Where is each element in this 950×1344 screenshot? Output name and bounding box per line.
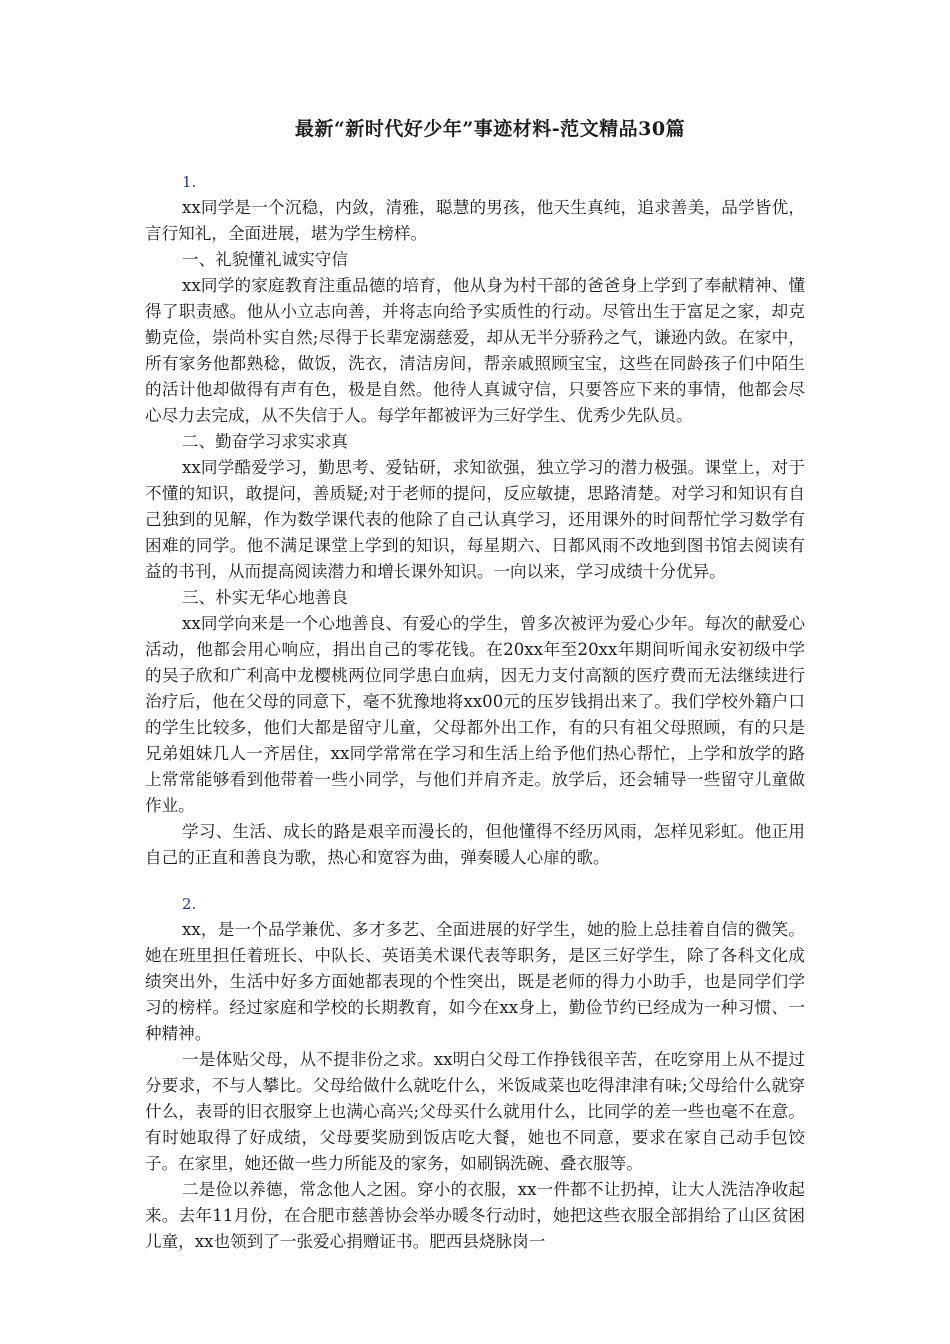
document-page [145,115,805,1277]
paragraph: xx，是一个品学兼优、多才多艺、全面进展的好学生，她的脸上总挂着自信的微笑。她在班里担任着班长、中队长、英语美术课代表等职务，是区三好学生，除了各科文化成绩突出外，生活中好多方面她都表现的个性突出，既是老师的得力小助手，也是同学们学习的榜样。经过家庭和学校的长期教育，如今在xx身上，勤俭节约已经成为一种习惯、一种精神。 [145,920,805,1043]
paragraph: 一是体贴父母，从不提非份之求。xx明白父母工作挣钱很辛苦，在吃穿用上从不提过分要求，不与人攀比。父母给做什么就吃什么，米饭咸菜也吃得津津有味;父母给什么就穿什么，表哥的旧衣服穿上也满心高兴;父母买什么就用什么，比同学的差一些也毫不在意。有时她取得了好成绩，父母要奖励到饭店吃大餐，她也不同意，要求在家自己动手包饺子。在家里，她还做一些力所能及的家务，如刷锅洗碗、叠衣服等。 [145,1050,805,1173]
paragraph: 学习、生活、成长的路是艰辛而漫长的，但他懂得不经历风雨，怎样见彩虹。他正用自己的正直和善良为歌，热心和宽容为曲，弹奏暖人心扉的歌。 [145,822,805,867]
section-1 [145,171,805,871]
document-title: 最新“新时代好少年”事迹材料-范文精品30篇 [294,118,686,140]
section-number: 1. [182,173,197,191]
subheading: 二、勤奋学习求实求真 [182,432,348,451]
subheading: 三、朴实无华心地善良 [182,588,348,607]
paragraph: xx同学酷爱学习，勤思考、爱钻研，求知欲强，独立学习的潜力极强。课堂上，对于不懂的知识，敢提问，善质疑;对于老师的提问，反应敏捷，思路清楚。对学习和知识有自己独到的见解，作为数学课代表的他除了自己认真学习，还用课外的时间帮忙学习数学有困难的同学。他不满足课堂上学到的知识，每星期六、日都风雨不改地到图书馆去阅读有益的书刊，从而提高阅读潜力和增长课外知识。一向以来，学习成绩十分优异。 [145,458,805,581]
paragraph: xx同学向来是一个心地善良、有爱心的学生，曾多次被评为爱心少年。每次的献爱心活动，他都会用心响应，捐出自己的零花钱。在20xx年至20xx年期间听闻永安初级中学的吴子欣和广利高中龙樱桃两位同学患白血病，因无力支付高额的医疗费而无法继续进行治疗后，他在父母的同意下，毫不犹豫地将xx00元的压岁钱捐出来了。我们学校外籍户口的学生比较多，他们大都是留守儿童，父母都外出工作，有的只有祖父母照顾，有的只是兄弟姐妹几人一齐居住，xx同学常常在学习和生活上给予他们热心帮忙，上学和放学的路上常常能够看到他带着一些小同学，与他们并肩齐走。放学后，还会辅导一些留守儿童做作业。 [145,614,805,815]
paragraph: xx同学的家庭教育注重品德的培育，他从身为村干部的爸爸身上学到了奉献精神、懂得了职责感。他从小立志向善，并将志向给予实质性的行动。尽管出生于富足之家，却克勤克俭，崇尚朴实自然;尽得于长辈宠溺慈爱，却从无半分骄矜之气，谦逊内敛。在家中，所有家务他都熟稔，做饭，洗衣，清洁房间，帮亲戚照顾宝宝，这些在同龄孩子们中陌生的活计他却做得有声有色，极是自然。他待人真诚守信，只要答应下来的事情，他都会尽心尽力去完成，从不失信于人。每学年都被评为三好学生、优秀少先队员。 [145,276,805,425]
subheading: 一、礼貌懂礼诚实守信 [182,250,348,269]
paragraph: 二是俭以养德，常念他人之困。穿小的衣服，xx一件都不让扔掉，让大人洗洁净收起来。去年11月份，在合肥市慈善协会举办暖冬行动时，她把这些衣服全部捐给了山区贫困儿童，xx也领到了一张爱心捐赠证书。肥西县烧脉岗一 [145,1180,805,1251]
section-2 [145,893,805,1255]
section-number: 2. [182,895,197,913]
paragraph: xx同学是一个沉稳，内敛，清雅，聪慧的男孩，他天生真纯，追求善美，品学皆优，言行知礼，全面进展，堪为学生榜样。 [145,198,805,243]
